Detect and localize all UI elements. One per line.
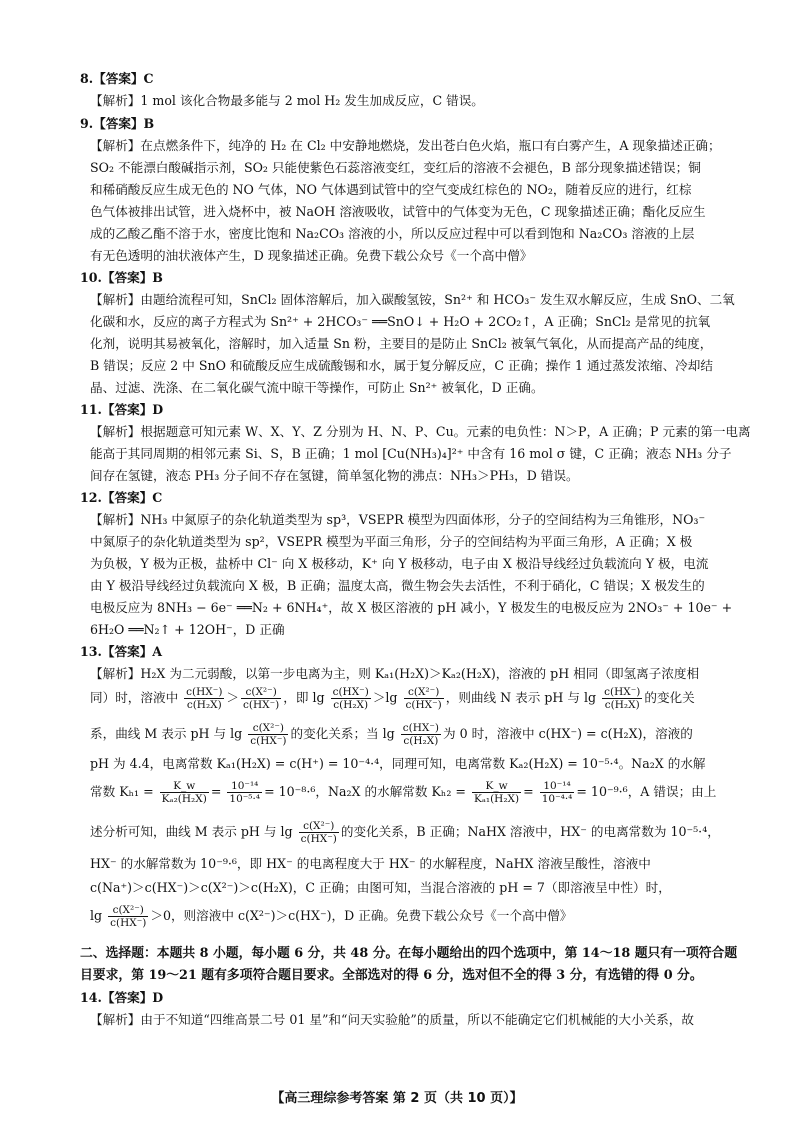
q11-line-1: 【解析】根据题意可知元素 W、X、Y、Z 分别为 H、N、P、Cu。元素的电负性：N＞P，A 正确；P 元素的第一电离 <box>90 424 751 439</box>
q13-line-6: 述分析可知，曲线 M 表示 pH 与 lg $\frac{\text{c(X²⁻)}}{c(HX^-)}$ 的变化关系，B 正确；NaHX 溶液中，HX⁻ 的电离常数为 10⁻⁵·⁴， <box>90 820 720 845</box>
fraction: $\frac{c(HX^-)}{\text{c(H₂X)}}$ <box>186 686 223 711</box>
fraction: $\frac{c(HX^-)}{\text{c(H₂X)}}$ <box>332 686 369 711</box>
q13-line-7: HX⁻ 的水解常数为 10⁻⁹·⁶，即 HX⁻ 的电离程度大于 HX⁻ 的水解程度，NaHX 溶液呈酸性，溶液中 <box>90 856 651 871</box>
fraction: $\frac{c(HX^-)}{\text{c(H₂X)}}$ <box>604 686 641 711</box>
q9-line-6: 有无色透明的油状液体产生，D 现象描述正确。免费下载公众号《一个高中僧》 <box>90 248 533 263</box>
fraction: $\frac{\text{c(X²⁻)}}{c(HX^-)}$ <box>250 722 287 747</box>
q10-line-4: B 错误；反应 2 中 SnO 和硫酸反应生成硫酸锡和水，属于复分解反应，C 正确；操作 1 通过蒸发浓缩、冷却结 <box>90 358 713 373</box>
page-footer: 【高三理综参考答案 第 2 页（共 10 页）】 <box>271 1091 523 1106</box>
q13-line-8: c(Na⁺)＞c(HX⁻)＞c(X²⁻)＞c(H₂X)，C 正确；由图可知，当混合溶液的 pH = 7（即溶液呈中性）时， <box>90 880 671 895</box>
q14-line-1: 【解析】由于不知道“四维高景二号 01 星”和“问天实验舱”的质量，所以不能确定它们机械能的大小关系，故 <box>90 1012 694 1027</box>
fraction: $\frac{\text{c(X²⁻)}}{c(HX^-)}$ <box>243 686 280 711</box>
q13-line-1: 【解析】H₂X 为二元弱酸，以第一步电离为主，则 Kₐ₁(H₂X)＞Kₐ₂(H₂X)，溶液的 pH 相同（即氢离子浓度相 <box>90 666 700 681</box>
q13-line-9: lg $\frac{\text{c(X²⁻)}}{c(HX^-)}$ ＞0，则溶液中 c(X²⁻)＞c(HX⁻)，D 正确。免费下载公众号《一个高中僧》 <box>90 904 573 929</box>
fraction: $\frac{\text{c(X²⁻)}}{c(HX^-)}$ <box>110 904 147 929</box>
q8-answer: 8.【答案】C <box>80 71 154 86</box>
q9-line-1: 【解析】在点燃条件下，纯净的 H₂ 在 Cl₂ 中安静地燃烧，发出苍白色火焰，瓶口有白雾产生，A 现象描述正确； <box>90 138 721 153</box>
q10-line-5: 晶、过滤、洗涤、在二氧化碳气流中晾干等操作，可防止 Sn²⁺ 被氧化，D 正确。 <box>90 380 544 395</box>
q13-line-4: pH 为 4.4，电离常数 Kₐ₁(H₂X) = c(H⁺) = 10⁻⁴·⁴，同理可知，电离常数 Kₐ₂(H₂X) = 10⁻⁵·⁴。Na₂X 的水解 <box>90 756 706 771</box>
fraction: $\frac{\text{c(X²⁻)}}{c(HX^-)}$ <box>300 820 337 845</box>
q12-line-2: 中氮原子的杂化轨道类型为 sp²，VSEPR 模型为平面三角形，分子的空间结构为平面三角形，A 正确；X 极 <box>90 534 693 549</box>
q10-line-2: 化碳和水，反应的离子方程式为 Sn²⁺ + 2HCO₃⁻ ══SnO↓ + H₂O + 2CO₂↑，A 正确；SnCl₂ 是常见的抗氧 <box>90 314 711 329</box>
fraction: $\frac{\text{c(X²⁻)}}{c(HX^-)}$ <box>405 686 442 711</box>
q14-answer: 14.【答案】D <box>80 990 164 1005</box>
q11-line-3: 间存在氢键，液态 PH₃ 分子间不存在氢键，简单氢化物的沸点：NH₃＞PH₃，D 错误。 <box>90 468 579 483</box>
q9-line-2: SO₂ 不能漂白酸碱指示剂，SO₂ 只能使紫色石蕊溶液变红，变红后的溶液不会褪色，B 部分现象描述错误；铜 <box>90 160 701 175</box>
q9-line-4: 色气体被排出试管，进入烧杯中，被 NaOH 溶液吸收，试管中的气体变为无色，C 现象描述正确；酯化反应生 <box>90 204 706 219</box>
fraction: $\frac{\text{10⁻¹⁴}}{\text{10⁻⁵·⁴}}$ <box>229 780 261 805</box>
q12-line-6: 6H₂O ══N₂↑ + 12OH⁻，D 正确 <box>90 622 285 637</box>
q9-line-5: 成的乙酸乙酯不溶于水，密度比饱和 Na₂CO₃ 溶液的小，所以反应过程中可以看到饱和 Na₂CO₃ 溶液的上层 <box>90 226 695 241</box>
fraction: $\frac{K\_w}{\text{Kₐ₁(H₂X)}}$ <box>473 780 520 805</box>
q10-line-3: 化剂，说明其易被氧化，溶解时，加入适量 Sn 粉，主要目的是防止 SnCl₂ 被氧气氧化，从而提高产品的纯度， <box>90 336 713 351</box>
q10-answer: 10.【答案】B <box>80 270 163 285</box>
section-2-instructions-line-1: 二、选择题：本题共 8 小题，每小题 6 分，共 48 分。在每小题给出的四个选项中，第 14～18 题只有一项符合题 <box>80 946 738 961</box>
section-2-instructions-line-2: 目要求，第 19～21 题有多项符合题目要求。全部选对的得 6 分，选对但不全的得 3 分，有选错的得 0 分。 <box>80 968 703 983</box>
q8-explanation: 【解析】1 mol 该化合物最多能与 2 mol H₂ 发生加成反应，C 错误。 <box>90 93 484 108</box>
q11-answer: 11.【答案】D <box>80 402 164 417</box>
q11-line-2: 能高于其同周期的相邻元素 Si、S，B 正确；1 mol [Cu(NH₃)₄]²⁺ 中含有 16 mol σ 键，C 正确；液态 NH₃ 分子 <box>90 446 732 461</box>
q9-answer: 9.【答案】B <box>80 116 155 131</box>
fraction: $\frac{c(HX^-)}{\text{c(H₂X)}}$ <box>402 722 439 747</box>
q12-line-3: 为负极，Y 极为正极，盐桥中 Cl⁻ 向 X 极移动，K⁺ 向 Y 极移动，电子由 X 极沿导线经过负载流向 Y 极，电流 <box>90 556 709 571</box>
q12-line-4: 由 Y 极沿导线经过负载流向 X 极，B 正确；温度太高，微生物会失去活性，不利于硝化，C 错误；X 极发生的 <box>90 578 705 593</box>
q13-answer: 13.【答案】A <box>80 644 163 659</box>
q10-line-1: 【解析】由题给流程可知，SnCl₂ 固体溶解后，加入碳酸氢铵，Sn²⁺ 和 HCO₃⁻ 发生双水解反应，生成 SnO、二氧 <box>90 292 735 307</box>
fraction: $\frac{\text{10⁻¹⁴}}{\text{10⁻⁴·⁴}}$ <box>541 780 573 805</box>
q12-answer: 12.【答案】C <box>80 490 163 505</box>
q13-line-2: 同）时，溶液中 $\frac{c(HX^-)}{\text{c(H₂X)}}$ ＞ $\frac{\text{c(X²⁻)}}{c(HX^-)}$ ，即 lg $\frac{c(HX^-)}{\text{c(H₂X)}}$ ＞lg $\frac{\text{c(X²⁻)}}{c(HX^-)}$ ，则曲线 N 表示 pH 与 lg $\frac{c(HX^-)}{\text{c(H₂X)}}$ 的变化关 <box>90 686 695 711</box>
q13-line-5: 常数 Kₕ₁ = $\frac{K\_w}{\text{Kₐ₂(H₂X)}}$ = $\frac{\text{10⁻¹⁴}}{\text{10⁻⁵·⁴}}$ = 10⁻⁸·⁶，Na₂X 的水解常数 Kₕ₂ = $\frac{K\_w}{\text{Kₐ₁(H₂X)}}$ = $\frac{\text{10⁻¹⁴}}{\text{10⁻⁴·⁴}}$ = 10⁻⁹·⁶，A 错误；由上 <box>90 780 717 805</box>
q13-line-3: 系，曲线 M 表示 pH 与 lg $\frac{\text{c(X²⁻)}}{c(HX^-)}$ 的变化关系；当 lg $\frac{c(HX^-)}{\text{c(H₂X)}}$ 为 0 时，溶液中 c(HX⁻) = c(H₂X)，溶液的 <box>90 722 693 747</box>
fraction: $\frac{K\_w}{\text{Kₐ₂(H₂X)}}$ <box>161 780 207 805</box>
q9-line-3: 和稀硝酸反应生成无色的 NO 气体，NO 气体遇到试管中的空气变成红棕色的 NO₂，随着反应的进行，红棕 <box>90 182 692 197</box>
q12-line-5: 电极反应为 8NH₃ − 6e⁻ ══N₂ + 6NH₄⁺，故 X 极区溶液的 pH 减小，Y 极发生的电极反应为 2NO₃⁻ + 10e⁻ + <box>90 600 733 615</box>
q12-line-1: 【解析】NH₃ 中氮原子的杂化轨道类型为 sp³，VSEPR 模型为四面体形，分子的空间结构为三角锥形，NO₃⁻ <box>90 512 706 527</box>
